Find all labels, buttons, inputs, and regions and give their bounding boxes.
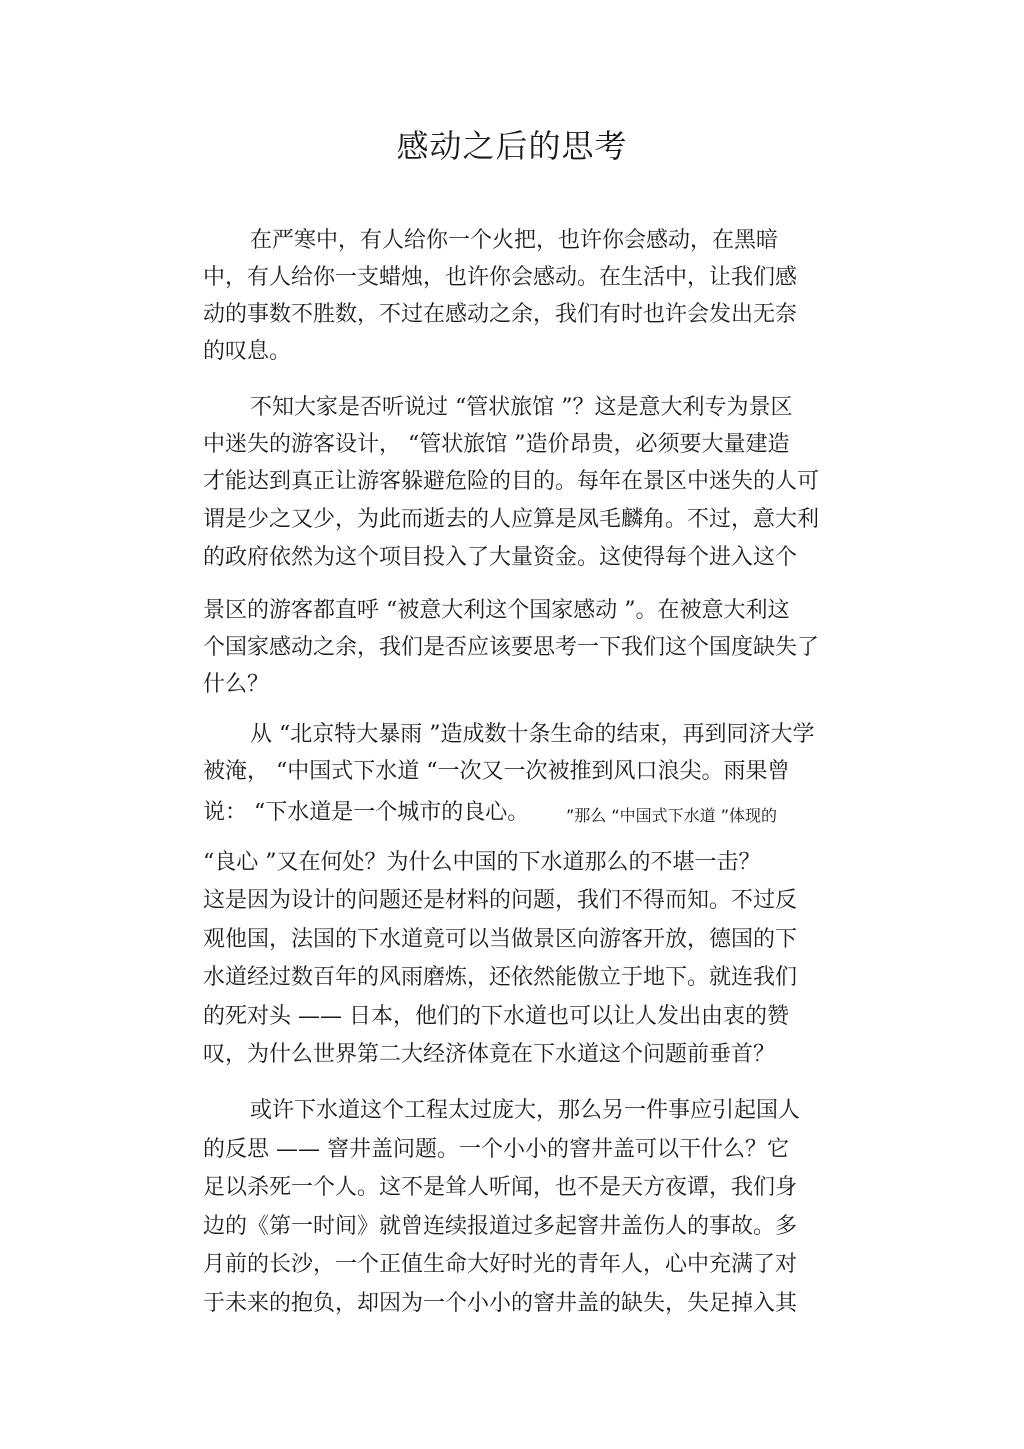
text-line: 边的《第一时间》就曾连续报道过多起窨井盖伤人的事故。多 [203, 1214, 798, 1239]
text-line: 动的事数不胜数，不过在感动之余，我们有时也许会发出无奈 [203, 302, 798, 327]
text-line: 才能达到真正让游客躲避危险的目的。每年在景区中迷失的人可 [203, 469, 820, 494]
text-line: 在严寒中，有人给你一个火把，也许你会感动，在黑暗 [250, 228, 779, 253]
text-line: 水道经过数百年的风雨磨炼，还依然能傲立于地下。就连我们 [203, 965, 798, 990]
text-line: “良心 ”又在何处？为什么中国的下水道那么的不堪一击？ [203, 850, 761, 875]
text-line: 这是因为设计的问题还是材料的问题，我们不得而知。不过反 [203, 888, 798, 913]
text-line: 个国家感动之余，我们是否应该要思考一下我们这个国度缺失了 [203, 635, 820, 660]
text-line-small: ”那么 “中国式下水道 ”体现的 [566, 806, 778, 825]
document-title: 感动之后的思考 [396, 127, 628, 165]
text-line: 月前的长沙，一个正值生命大好时光的青年人，心中充满了对 [203, 1252, 798, 1277]
text-line: 说： “下水道是一个城市的良心。 [203, 800, 530, 825]
text-line: 的反思 —— 窨井盖问题。一个小小的窨井盖可以干什么？它 [203, 1137, 789, 1162]
text-line: 足以杀死一个人。这不是耸人听闻，也不是天方夜谭，我们身 [203, 1175, 798, 1200]
text-line: 的政府依然为这个项目投入了大量资金。这使得每个进入这个 [203, 545, 798, 570]
text-line: 谓是少之又少，为此而逝去的人应算是凤毛麟角。不过，意大利 [203, 507, 820, 532]
text-line: 的叹息。 [203, 339, 292, 364]
text-line: 观他国，法国的下水道竟可以当做景区向游客开放，德国的下 [203, 927, 798, 952]
text-line: 或许下水道这个工程太过庞大，那么另一件事应引起国人 [250, 1098, 801, 1123]
text-line: 从 “北京特大暴雨 ”造成数十条生命的结束，再到同济大学 [250, 722, 815, 747]
text-line: 叹，为什么世界第二大经济体竟在下水道这个问题前垂首？ [203, 1042, 776, 1067]
text-line: 中，有人给你一支蜡烛，也许你会感动。在生活中，让我们感 [203, 265, 798, 290]
text-line: 景区的游客都直呼 “被意大利这个国家感动 ”。在被意大利这 [203, 598, 790, 623]
text-line: 中迷失的游客设计， “管状旅馆 ”造价昂贵，必须要大量建造 [203, 432, 790, 457]
text-line: 的死对头 —— 日本，他们的下水道也可以让人发出由衷的赞 [203, 1004, 789, 1029]
text-line: 被淹， “中国式下水道 “一次又一次被推到风口浪尖。雨果曾 [203, 759, 790, 784]
text-line: 不知大家是否听说过 “管状旅馆 ”？这是意大利专为景区 [250, 395, 793, 420]
text-line: 于未来的抱负，却因为一个小小的窨井盖的缺失，失足掉入其 [203, 1291, 798, 1316]
text-line: 什么？ [203, 672, 270, 697]
